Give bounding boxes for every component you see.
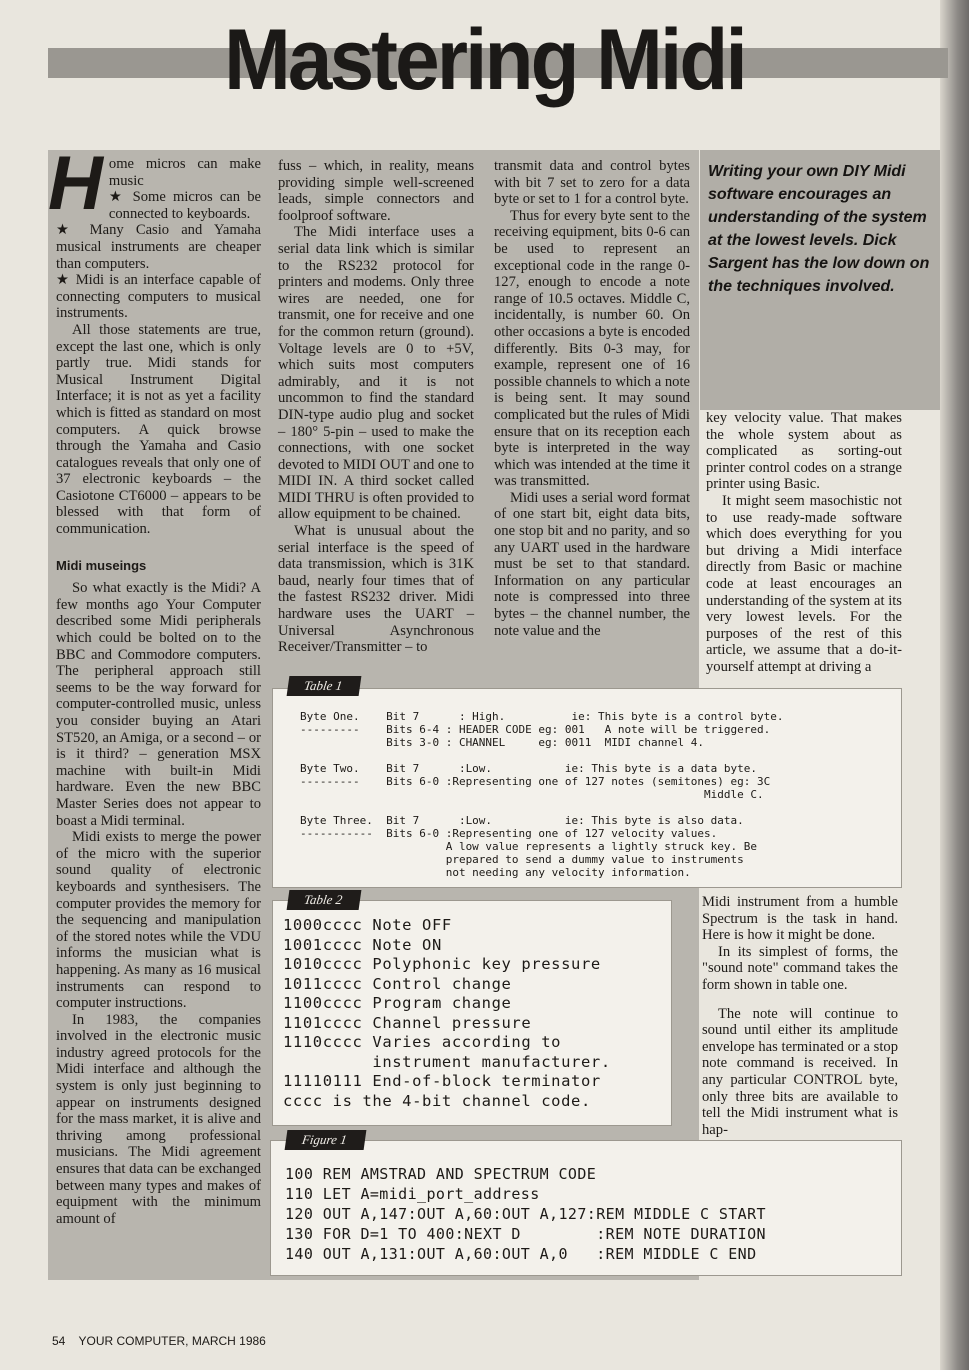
paragraph: The Midi interface uses a serial data link which is similar to the RS232 protocol for printers and modems. Only three wires are needed, one for transmit, one for receive and one for the common return (ground). Voltage levels are 0 to +5V, which suits most computers admirably, and it is not uncommon to find the standard DIN-type audio plug and socket – 180° 5-pin – used to make the connections, with one socket devoted to MIDI OUT and one to MIDI IN. A third socket called MIDI THRU is often provided to allow equipment to be chained.: [278, 224, 474, 523]
paragraph: Thus for every byte sent to the receiving equipment, bits 0-6 can be used to represent an exceptional code in the range 0-127, enough to encode a note range of 10.5 octaves. Middle C, incidentally, is number 60. On other occasions a byte is encoded differently. Bits 0-3 may, for example, represent one of 16 possible channels to which a note is being sent. It may sound complicated but the rules of Midi ensure that on its reception each byte is interpreted in the way which was intended at the time it was transmitted.: [494, 207, 690, 490]
column-4: [706, 410, 902, 676]
paragraph: What is unusual about the serial interface is the speed of data transmission, which is 31K baud, nearly four times that of the fastest RS232 driver. Midi hardware uses the UART – Universal Asynchronous Receiver/Transmitter – to: [278, 523, 474, 656]
table-2-line: 1000cccc Note OFF: [283, 916, 452, 934]
publication-line: YOUR COMPUTER, MARCH 1986: [78, 1334, 266, 1348]
table-1-label: Table 1: [287, 676, 362, 696]
paragraph: Midi uses a serial word format of one start bit, eight data bits, one stop bit and no parity, and so any UART used in the hardware must be set to that standard. Information on any particular note is compressed into three bytes – the channel number, the note value and the: [494, 489, 690, 639]
table-2-line: 1001cccc Note ON: [283, 935, 442, 954]
paragraph: key velocity value. That makes the whole system about as complicated as sorting-out printer control codes on a strange printer using Basic.: [706, 410, 902, 493]
page-number: 54: [52, 1334, 66, 1348]
column-3: [494, 158, 690, 639]
table-2-line: 1010cccc Polyphonic key pressure: [283, 955, 601, 973]
table-1-line: --------- Bits 6-4 : HEADER CODE eg: 001 A note will be triggered.: [300, 723, 771, 736]
paragraph: The note will continue to sound until either its amplitude envelope has terminated or a stop note command is received. In any particular CONTROL byte, only three bits are available to tell the Midi instrument what is hap-: [702, 1005, 898, 1138]
table-1-body: [300, 710, 896, 880]
drop-cap: H: [48, 141, 103, 226]
column-2: [278, 158, 474, 656]
paragraph: Midi instrument from a humble Spectrum is the task in hand. Here is how it might be done.: [702, 894, 898, 944]
paragraph: All those statements are true, except the last one, which is only partly true. Midi stands for Musical Instrument Digital Interface; it is not as yet a facility which is fitted as standard on most computers. A quick browse through the Yamaha and Casio catalogues reveals that only one of 37 electronic keyboards – the Casiotone CT6000 – appears to be blessed with that form of communication.: [56, 321, 261, 538]
table-1-line: Byte One. Bit 7 : High. ie: This byte is a control byte.: [300, 710, 784, 723]
table-1-line: Middle C.: [300, 788, 764, 801]
table-1-line: ----------- Bits 6-0 :Representing one of 127 velocity values.: [300, 827, 718, 840]
paragraph: ome micros can make music: [108, 156, 261, 189]
paragraph: In its simplest of forms, the "sound note" command takes the form shown in table one.: [702, 943, 898, 993]
table-1-line: Byte Three. Bit 7 :Low. ie: This byte is also data.: [300, 814, 744, 827]
table-1-line: --------- Bits 6-0 :Representing one of 127 notes (semitones) eg: 3C: [300, 775, 771, 788]
paragraph: ★ Midi is an interface capable of connecting computers to musical instruments.: [56, 272, 261, 322]
table-1-line: Bits 3-0 : CHANNEL eg: 0011 MIDI channel 4.: [300, 736, 704, 749]
table-2-line: cccc is the 4-bit channel code.: [283, 1091, 591, 1110]
page-edge-shadow: [940, 0, 969, 1370]
figure-1-label: Figure 1: [285, 1130, 366, 1150]
code-line: 120 OUT A,147:OUT A,60:OUT A,127:REM MIDDLE C START: [285, 1205, 766, 1223]
code-line: 110 LET A=midi_port_address: [285, 1185, 540, 1203]
column-1: [48, 141, 261, 1227]
table-2-line: 1011cccc Control change: [283, 974, 512, 993]
column-5: [702, 894, 898, 1138]
table-2-line: 1110cccc Varies according to: [283, 1033, 562, 1051]
page-footer: [52, 1334, 276, 1348]
figure-1-code: [285, 1164, 895, 1269]
table-1-line: not needing any velocity information.: [300, 866, 691, 879]
standfirst: Writing your own DIY Midi software encourages an understanding of the system at the lowest levels. Dick Sargent has the low down on the techniques involved.: [708, 163, 930, 295]
paragraph: So what exactly is the Midi? A few months ago Your Computer described some Midi peripherals which could be bolted on to the BBC and Commodore computers. The peripheral approach still seems to be the way forward for computer-controlled music, unless you consider buying an Atari ST520, an Amiga, or a second – or is it third? – generation MSX machine with built-in Midi hardware. Even the new BBC Master Series does not appear to boast a Midi terminal.: [56, 580, 261, 829]
code-line: 100 REM AMSTRAD AND SPECTRUM CODE: [285, 1165, 597, 1183]
table-2-line: 1100cccc Program change: [283, 994, 512, 1012]
paragraph: Midi exists to merge the power of the micro with the superior sound quality of electronic keyboards and synthesisers. The computer provides the memory for the sequencing and manipulation of the stored notes while the VDU informs the musician what is happening. As many as 16 musical instruments can respond to computer instructions.: [56, 829, 261, 1012]
table-1-line: prepared to send a dummy value to instruments: [300, 853, 744, 866]
paragraph: ★ Many Casio and Yamaha musical instruments are cheaper than computers.: [56, 222, 261, 272]
table-1-line: Byte Two. Bit 7 :Low. ie: This byte is a data byte.: [300, 762, 757, 775]
code-line: 130 FOR D=1 TO 400:NEXT D :REM NOTE DURATION: [285, 1225, 766, 1243]
table-1-line: A low value represents a lightly struck key. Be: [300, 840, 757, 853]
section-subheading: Midi museings: [56, 557, 147, 573]
table-2-line: 1101cccc Channel pressure: [283, 1013, 532, 1032]
table-2-label: Table 2: [287, 890, 362, 910]
paragraph: fuss – which, in reality, means providing simple well-screened leads, simple connectors and foolproof software.: [278, 158, 474, 224]
paragraph: ★ Some micros can be connected to keyboards.: [108, 189, 261, 222]
table-2-line: instrument manufacturer.: [283, 1052, 611, 1071]
paragraph: It might seem masochistic not to use ready-made software which does everything for you but driving a Midi interface directly from Basic or machine code at least encourages an understanding of the system at its very lowest levels. For the purposes of the rest of this article, we assume that a do-it-yourself attempt at driving a: [706, 492, 902, 675]
code-line: 140 OUT A,131:OUT A,60:OUT A,0 :REM MIDDLE C END: [285, 1245, 757, 1263]
table-2-line: 11110111 End-of-block terminator: [283, 1072, 601, 1090]
paragraph: transmit data and control bytes with bit 7 set to zero for a data byte or set to 1 for a control byte.: [494, 158, 690, 208]
table-2-body: [283, 916, 668, 1116]
paragraph: In 1983, the companies involved in the electronic music industry agreed protocols for the Midi interface and although the system is only just beginning to appear on instruments designed for the mass market, it is alive and thriving among professional musicians. The Midi agreement ensures that data can be exchanged between many types and makes of equipment with the minimum amount of: [56, 1011, 261, 1227]
article-title: Mastering Midi: [224, 12, 745, 108]
